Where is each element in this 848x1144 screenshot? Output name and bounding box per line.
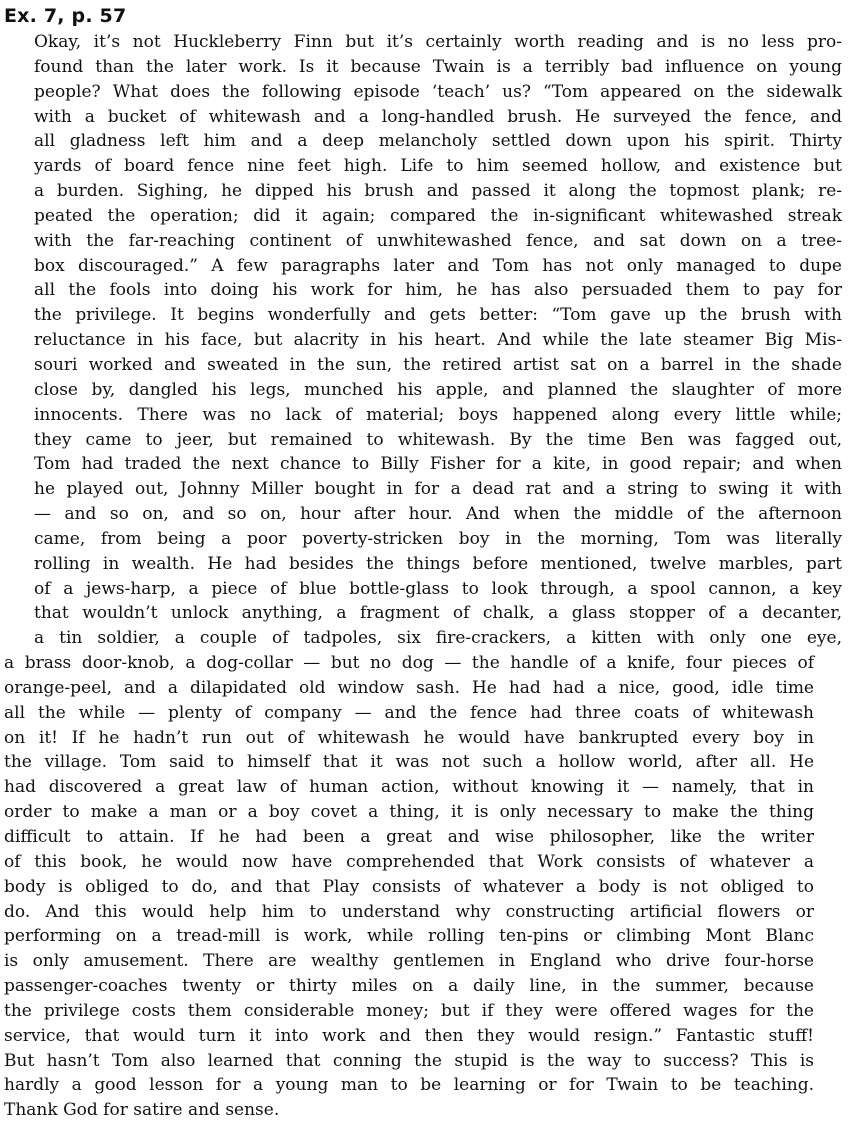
text-line: hardly a good lesson for a young man to be learning or for Twain to be teaching. <box>4 1075 814 1096</box>
text-line: orange-peel, and a dilapidated old window sash. He had had a nice, good, idle time <box>4 677 814 698</box>
text-line: of a jews-harp, a piece of blue bottle-glass to look through, a spool cannon, a key <box>34 578 842 599</box>
text-line: all the while — plenty of company — and the fence had three coats of whitewash <box>4 702 814 723</box>
text-line: he played out, Johnny Miller bought in for a dead rat and a string to swing it with <box>34 479 842 500</box>
text-line: performing on a tread-mill is work, while rolling ten-pins or climbing Mont Blanc <box>4 926 814 947</box>
text-line: a burden. Sighing, he dipped his brush and passed it along the topmost plank; re- <box>34 181 842 202</box>
text-line: difficult to attain. If he had been a great and wise philosopher, like the writer <box>4 827 814 847</box>
passage-text <box>0 30 848 1123</box>
text-line: they came to jeer, but remained to whitewash. By the time Ben was fagged out, <box>34 429 842 450</box>
text-line: peated the operation; did it again; compared the in-significant whitewashed streak <box>34 205 842 226</box>
text-line: But hasn’t Tom also learned that conning the stupid is the way to success? This is <box>4 1050 814 1071</box>
text-line: body is obliged to do, and that Play consists of whatever a body is not obliged to <box>4 876 814 897</box>
text-line: service, that would turn it into work and then they would resign.” Fantastic stuff! <box>4 1025 814 1046</box>
text-line: the privilege. It begins wonderfully and gets better: “Tom gave up the brush with <box>34 305 842 326</box>
text-line: box discouraged.” A few paragraphs later and Tom has not only managed to dupe <box>34 255 842 276</box>
text-line: yards of board fence nine feet high. Life to him seemed hollow, and existence but <box>34 156 842 177</box>
text-line: passenger-coaches twenty or thirty miles on a daily line, in the summer, because <box>4 976 814 997</box>
text-line: that wouldn’t unlock anything, a fragment of chalk, a glass stopper of a decanter, <box>34 603 842 624</box>
text-line: on it! If he hadn’t run out of whitewash he would have bankrupted every boy in <box>4 727 814 748</box>
text-line: Tom had traded the next chance to Billy Fisher for a kite, in good repair; and when <box>34 454 842 475</box>
text-line: found than the later work. Is it because Twain is a terribly bad influence on young <box>34 56 842 77</box>
text-line: the village. Tom said to himself that it was not such a hollow world, after all. He <box>4 752 814 773</box>
text-line: Thank God for satire and sense. <box>4 1100 280 1121</box>
text-line: with the far-reaching continent of unwhitewashed fence, and sat down on a tree- <box>34 230 842 251</box>
text-line: Okay, it’s not Huckleberry Finn but it’s certainly worth reading and is no less pro- <box>34 32 842 52</box>
text-line: is only amusement. There are wealthy gentlemen in England who drive four-horse <box>4 951 814 972</box>
text-line: had discovered a great law of human action, without knowing it — namely, that in <box>4 777 814 798</box>
text-line: close by, dangled his legs, munched his apple, and planned the slaughter of more <box>34 379 842 400</box>
text-line: a tin soldier, a couple of tadpoles, six fire-crackers, a kitten with only one eye, <box>34 628 842 649</box>
text-line: order to make a man or a boy covet a thing, it is only necessary to make the thing <box>4 802 814 823</box>
text-line: reluctance in his face, but alacrity in his heart. And while the late steamer Big Mis- <box>34 330 842 351</box>
text-line: rolling in wealth. He had besides the things before mentioned, twelve marbles, part <box>34 553 842 574</box>
text-line: the privilege costs them considerable money; but if they were offered wages for the <box>4 1000 814 1021</box>
text-line: do. And this would help him to understand why constructing artificial flowers or <box>4 901 814 922</box>
text-line: with a bucket of whitewash and a long-handled brush. He surveyed the fence, and <box>34 106 842 127</box>
text-line: — and so on, and so on, hour after hour. And when the middle of the afternoon <box>34 504 842 525</box>
text-line: a brass door-knob, a dog-collar — but no dog — the handle of a knife, four pieces of <box>4 653 814 674</box>
text-line: all gladness left him and a deep melancholy settled down upon his spirit. Thirty <box>34 131 842 152</box>
text-line: people? What does the following episode ‘teach’ us? “Tom appeared on the sidewalk <box>34 81 842 102</box>
text-line: all the fools into doing his work for him, he has also persuaded them to pay for <box>34 280 842 301</box>
text-line: souri worked and sweated in the sun, the retired artist sat on a barrel in the shade <box>34 354 842 375</box>
text-line: came, from being a poor poverty-stricken boy in the morning, Tom was literally <box>34 528 842 549</box>
exercise-heading: Ex. 7, p. 57 <box>4 5 127 27</box>
text-line: of this book, he would now have comprehended that Work consists of whatever a <box>4 851 814 872</box>
text-line: innocents. There was no lack of material; boys happened along every little while; <box>34 404 842 425</box>
